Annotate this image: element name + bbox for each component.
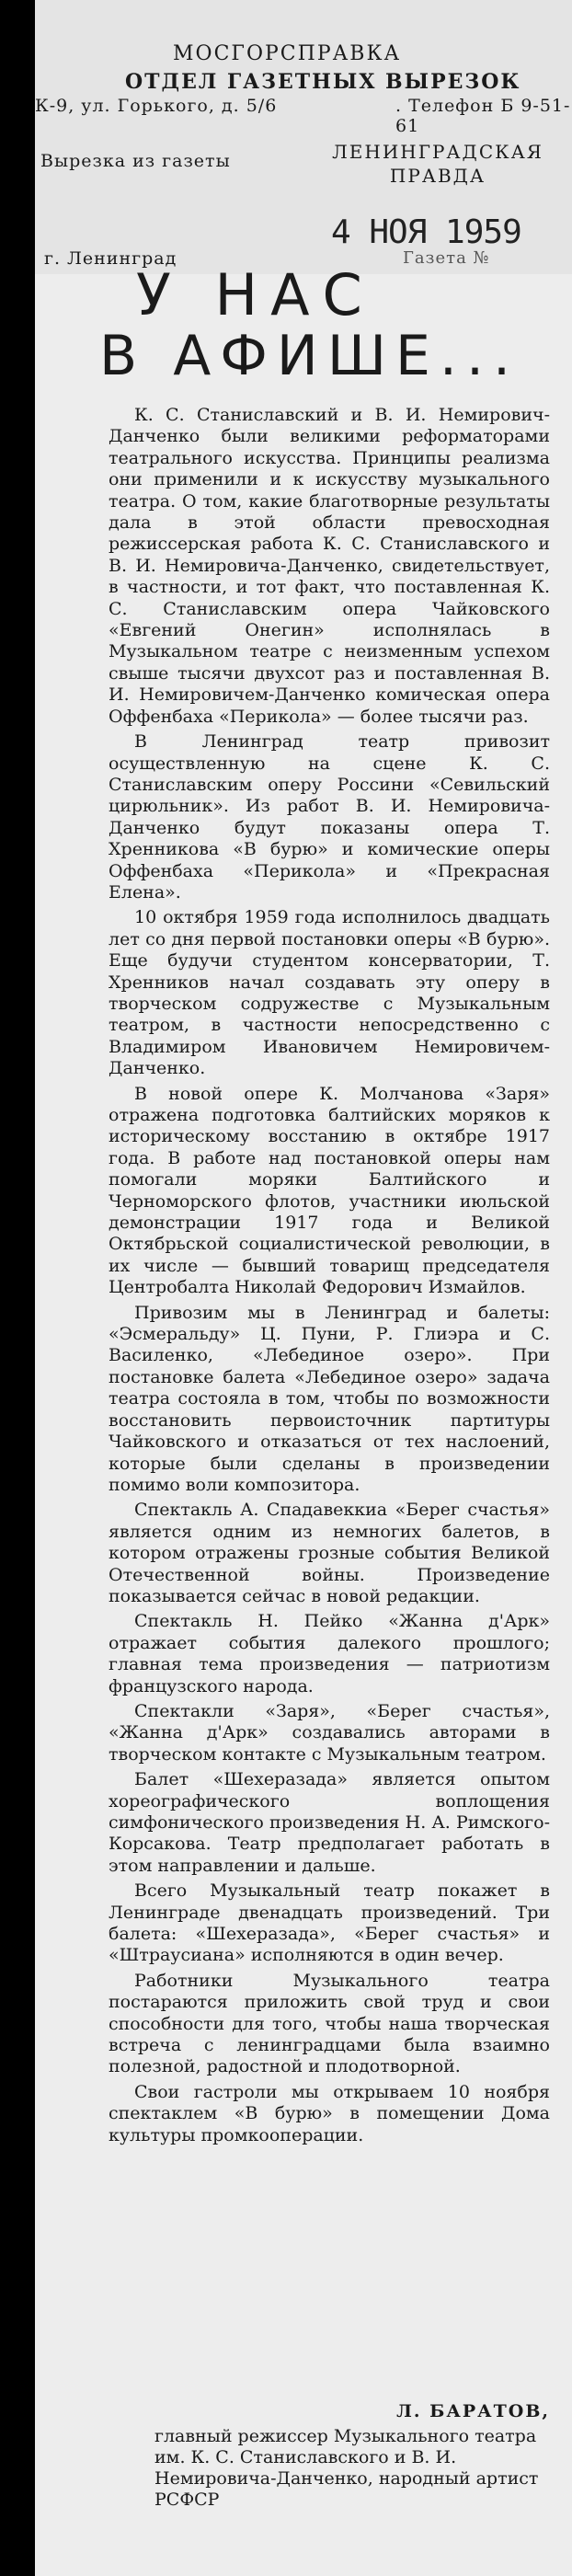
paragraph: Спектакль Н. Пейко «Жанна д'Арк» отражает события далекого прошлого; главная тема произведения — патриотизм французского народа.	[109, 1611, 550, 1696]
paragraph: Всего Музыкальный театр покажет в Ленинграде двенадцать произведений. Три балета: «Шехеразада», «Берег счастья» и «Штраусиана» исполняются в один вечер.	[109, 1880, 550, 1966]
author-title: главный режиссер Музыкального театра им. К. С. Станиславского и В. И. Немировича-Данченко, народный артист РСФСР	[154, 2426, 539, 2510]
paragraph: Спектакль А. Спадавеккиа «Берег счастья» является одним из немногих балетов, в котором отражены грозные события Великой Отечественной войны. Произведение показывается сейчас в новой редакции.	[109, 1500, 550, 1606]
title-line-2: В АФИШЕ...	[99, 324, 521, 388]
clip-label: Вырезка из газеты	[40, 151, 231, 171]
city: г. Ленинград	[44, 248, 177, 269]
paragraph: В новой опере К. Молчанова «Заря» отражена подготовка балтийских моряков к историческому восстанию в октябре 1917 года. В работе над постановкой оперы нам помогали моряки Балтийского и Черноморского флотов, участники июльской демонстрации 1917 года и Великой Октябрьской социалистической революции, в их числе — бывший товарищ председателя Центробалта Николай Федорович Измайлов.	[109, 1083, 550, 1298]
author-name: Л. БАРАТОВ,	[396, 2401, 550, 2421]
phone: . Телефон Б 9-51-61	[395, 96, 571, 136]
author-signature	[109, 2401, 550, 2511]
paragraph: К. С. Станиславский и В. И. Немирович-Данченко были великими реформаторами театрального искусства. Принципы реализма они применили и к искусству музыкального театра. О том, какие благотворные результаты дала в этой области превосходная режиссерская работа К. С. Станиславского и В. И. Немировича-Данченко, свидетельствует, в частности, и тот факт, что поставленная К. С. Станиславским опера Чайковского «Евгений Онегин» исполнялась в Музыкальном театре с неизменным успехом свыше тысячи двухсот раз и поставленная В. И. Немировичем-Данченко комическая опера Оффенбаха «Перикола» — более тысячи раз.	[109, 405, 550, 727]
paragraph: Привозим мы в Ленинград и балеты: «Эсмеральду» Ц. Пуни, Р. Глиэра и С. Василенко, «Лебединое озеро». При постановке балета «Лебединое озеро» задача театра состояла в том, чтобы по возможности восстановить первоисточник партитуры Чайковского и отказаться от тех наслоений, которые были сделаны в произведении помимо воли композитора.	[109, 1302, 550, 1495]
newspaper-clipping	[35, 0, 572, 2576]
clipping-service-header	[35, 0, 572, 274]
paragraph: Балет «Шехеразада» является опытом хореографического воплощения симфонического произведения Н. А. Римского-Корсакова. Театр предполагает работать в этом направлении и дальше.	[109, 1769, 550, 1876]
department-name: ОТДЕЛ ГАЗЕТНЫХ ВЫРЕЗОК	[125, 70, 521, 94]
paragraph: В Ленинград театр привозит осуществленную на сцене К. С. Станиславским оперу Россини «Севильский цирюльник». Из работ В. И. Немировича-Данченко будут показаны опера Т. Хренникова «В бурю» и комические оперы Оффенбаха «Перикола» и «Прекрасная Елена».	[109, 731, 550, 903]
date-stamp: 4 НОЯ 1959	[331, 213, 521, 251]
paragraph: Работники Музыкального театра постараются приложить свой труд и свои способности для того, чтобы наша творческая встреча с ленинградцами была взаимно полезной, радостной и плодотворной.	[109, 1970, 550, 2077]
paragraph: Свои гастроли мы открываем 10 ноября спектаклем «В бурю» в помещении Дома культуры промкооперации.	[109, 2081, 550, 2145]
address: К-9, ул. Горького, д. 5/6	[35, 96, 278, 116]
gazeta-number-label: Газета №	[403, 248, 490, 268]
article-body	[109, 405, 550, 2150]
paragraph: Спектакли «Заря», «Берег счастья», «Жанна д'Арк» создавались авторами в творческом контакте с Музыкальным театром.	[109, 1700, 550, 1765]
paragraph: 10 октября 1959 года исполнилось двадцать лет со дня первой постановки оперы «В бурю». Еще будучи студентом консерватории, Т. Хренников начал создавать эту оперу в творческом содружестве с Музыкальным театром, в частности непосредственно с Владимиром Ивановичем Немировичем-Данченко.	[109, 907, 550, 1079]
newspaper-name: ЛЕНИНГРАДСКАЯ ПРАВДА	[332, 141, 543, 187]
title-line-1: У НАС	[136, 261, 375, 328]
org-name: МОСГОРСПРАВКА	[173, 42, 402, 65]
